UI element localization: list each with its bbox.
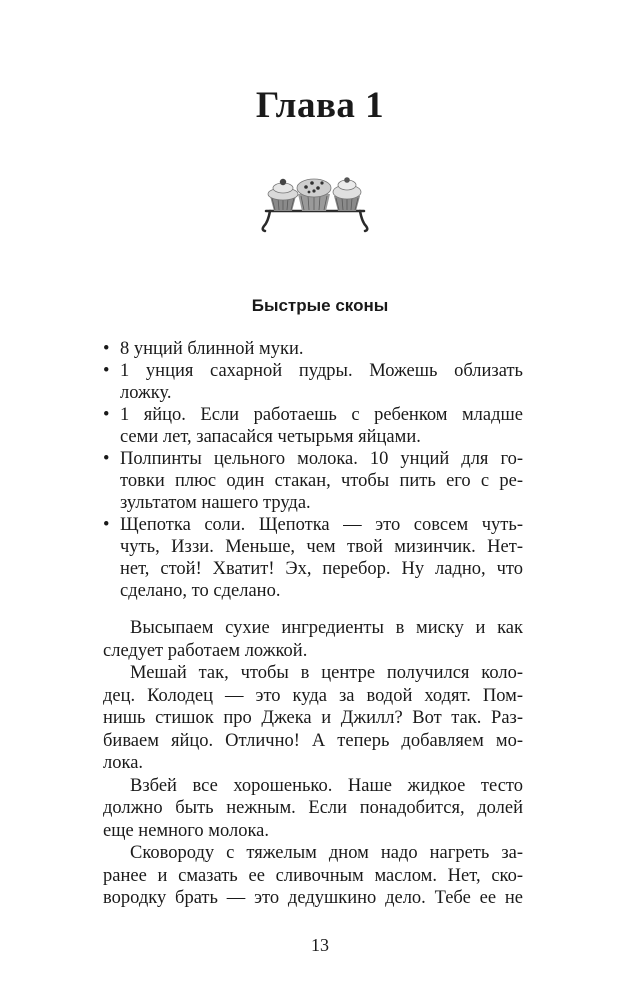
ingredient-item	[103, 448, 523, 514]
paragraph	[103, 662, 523, 775]
text-line: Сковороду с тяжелым дном надо нагреть за-	[130, 843, 523, 863]
ingredient-line: Полпинты цельного молока. 10 унций для го-	[120, 449, 523, 469]
ingredient-line: Щепотка соли. Щепотка — это совсем чуть-	[120, 515, 523, 535]
cupcakes-on-stand-icon	[258, 170, 372, 236]
text-line: Высыпаем сухие ингредиенты в миску и как	[130, 618, 523, 638]
cupcake-middle	[297, 179, 331, 211]
ingredient-line: 8 унций блинной муки.	[120, 339, 304, 359]
text-line: должно быть нежным. Если понадобится, долей	[103, 798, 523, 818]
text-line: ранее и смазать ее сливочным маслом. Нет, ско-	[103, 865, 523, 886]
chapter-title: Глава 1	[255, 85, 385, 126]
cupcake-left	[268, 179, 298, 211]
text-line: следует работаем ложкой.	[103, 640, 308, 661]
bullet-icon: •	[103, 361, 110, 381]
text-line: еще немного молока.	[103, 820, 270, 841]
ingredient-list	[103, 338, 523, 602]
text-line: лока.	[103, 753, 144, 773]
cupcake-right	[333, 177, 361, 211]
recipe-title: Быстрые сконы	[251, 296, 389, 315]
ingredient-item	[103, 404, 523, 448]
paragraph	[103, 775, 523, 843]
ingredient-line: нет, стой! Хватит! Эх, перебор. Ну ладно, что	[120, 559, 523, 579]
text-line: вородку брать — это дедушкино дело. Тебе ее не	[103, 888, 523, 908]
page-number: 13	[311, 935, 329, 955]
bullet-icon: •	[103, 449, 110, 469]
stand	[263, 211, 368, 231]
body-text	[103, 617, 523, 910]
ingredient-item	[103, 360, 523, 404]
ingredient-line: товки плюс один стакан, чтобы пить его с ре-	[120, 471, 523, 491]
ingredient-line: семи лет, запасайся четырьмя яйцами.	[120, 427, 421, 447]
ingredient-line: сделано, то сделано.	[120, 581, 281, 601]
bullet-icon: •	[103, 515, 110, 535]
text-line: нишь стишок про Джека и Джилл? Вот так. Раз-	[103, 708, 523, 728]
text-line: Мешай так, чтобы в центре получился коло-	[130, 663, 523, 683]
ingredient-item	[103, 514, 523, 602]
paragraph	[103, 617, 523, 662]
text-line: биваем яйцо. Отлично! А теперь добавляем мо-	[103, 730, 523, 751]
bullet-icon: •	[103, 339, 110, 359]
ingredient-line: ложку.	[120, 383, 172, 403]
paragraph	[103, 842, 523, 910]
text-line: Взбей все хорошенько. Наше жидкое тесто	[130, 775, 523, 796]
ingredient-line: зультатом нашего труда.	[120, 493, 311, 513]
ingredient-line: 1 унция сахарной пудры. Можешь облизать	[120, 361, 523, 381]
bullet-icon: •	[103, 405, 110, 425]
ingredient-line: 1 яйцо. Если работаешь с ребенком младше	[120, 405, 523, 425]
text-line: дец. Колодец — это куда за водой ходят. Пом-	[103, 685, 523, 706]
ingredient-line: чуть, Иззи. Меньше, чем твой мизинчик. Нет-	[120, 537, 523, 557]
ingredient-item	[103, 338, 523, 360]
